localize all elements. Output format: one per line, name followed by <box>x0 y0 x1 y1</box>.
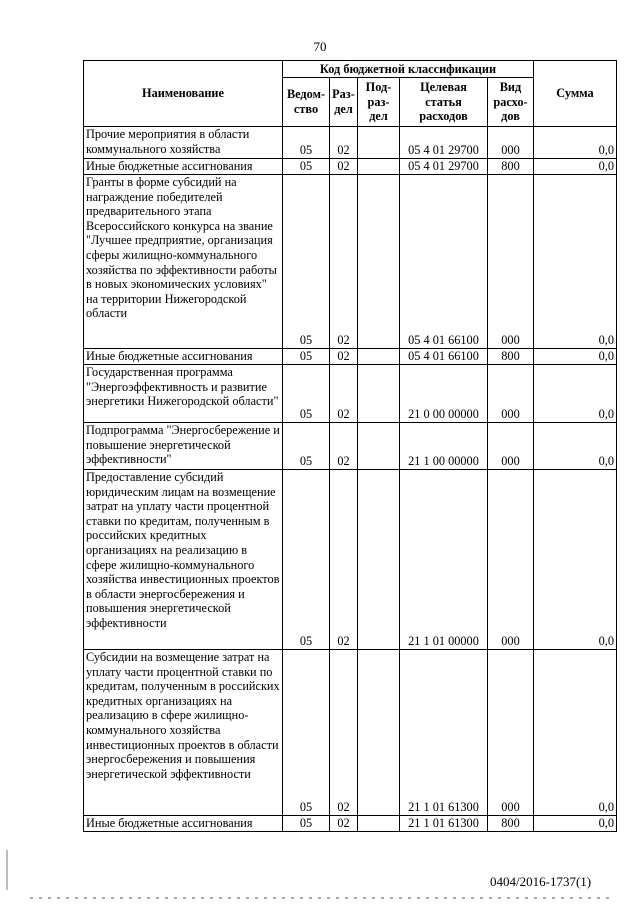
table-row <box>84 127 617 159</box>
row-subsection <box>358 159 400 175</box>
row-expense-type: 000 <box>488 423 534 470</box>
row-section: 02 <box>330 349 358 365</box>
table-row <box>84 159 617 175</box>
scan-footer-marks <box>30 897 615 899</box>
row-amount: 0,0 <box>534 470 617 650</box>
row-subsection <box>358 816 400 832</box>
header-target-item: Целевая статья расходов <box>400 78 488 127</box>
row-subsection <box>358 127 400 159</box>
row-amount: 0,0 <box>534 423 617 470</box>
budget-classification-table <box>83 60 617 832</box>
row-amount: 0,0 <box>534 159 617 175</box>
row-name: Гранты в форме субсидий на награждение победителей предварительного этапа Всероссийского конкурса на звание "Лучшее предприятие, организация сферы жилищно-коммунального хозяйства по эффективности работы в новых экономических условиях" на территории Нижегородской области <box>84 175 283 349</box>
row-target-item: 05 4 01 29700 <box>400 127 488 159</box>
row-expense-type: 000 <box>488 365 534 423</box>
scan-edge-mark <box>6 850 8 890</box>
row-name: Иные бюджетные ассигнования <box>84 349 283 365</box>
table-row <box>84 423 617 470</box>
row-department: 05 <box>283 470 330 650</box>
row-target-item: 21 0 00 00000 <box>400 365 488 423</box>
row-section: 02 <box>330 650 358 816</box>
row-expense-type: 000 <box>488 470 534 650</box>
row-subsection <box>358 175 400 349</box>
row-section: 02 <box>330 365 358 423</box>
row-expense-type: 000 <box>488 650 534 816</box>
row-section: 02 <box>330 159 358 175</box>
row-expense-type: 800 <box>488 159 534 175</box>
header-department: Ведом-ство <box>283 78 330 127</box>
row-target-item: 05 4 01 66100 <box>400 349 488 365</box>
table-row <box>84 175 617 349</box>
header-subsection: Под-раз-дел <box>358 78 400 127</box>
row-department: 05 <box>283 349 330 365</box>
table-row <box>84 650 617 816</box>
page-number: 70 <box>313 39 327 54</box>
row-target-item: 05 4 01 29700 <box>400 159 488 175</box>
header-name: Наименование <box>84 61 283 127</box>
row-department: 05 <box>283 127 330 159</box>
row-amount: 0,0 <box>534 349 617 365</box>
row-department: 05 <box>283 423 330 470</box>
row-department: 05 <box>283 650 330 816</box>
row-amount: 0,0 <box>534 127 617 159</box>
row-section: 02 <box>330 127 358 159</box>
row-section: 02 <box>330 816 358 832</box>
row-expense-type: 800 <box>488 349 534 365</box>
row-section: 02 <box>330 175 358 349</box>
row-name: Подпрограмма "Энергосбережение и повышение энергетической эффективности" <box>84 423 283 470</box>
table-row <box>84 365 617 423</box>
row-name: Иные бюджетные ассигнования <box>84 816 283 832</box>
row-expense-type: 000 <box>488 175 534 349</box>
row-name: Предоставление субсидий юридическим лицам на возмещение затрат на уплату части процентной ставки по кредитам, полученным в российских кредитных организациях на реализацию в сфере жилищно-коммунального хозяйства инвестиционных проектов в области энергосбережения и повышения энергетической эффективности <box>84 470 283 650</box>
row-target-item: 21 1 00 00000 <box>400 423 488 470</box>
table-row <box>84 816 617 832</box>
row-subsection <box>358 423 400 470</box>
table-row <box>84 349 617 365</box>
row-amount: 0,0 <box>534 175 617 349</box>
row-target-item: 21 1 01 61300 <box>400 816 488 832</box>
row-name: Субсидии на возмещение затрат на уплату части процентной ставки по кредитам, полученным в российских кредитных организациях на реализацию в сфере жилищно-коммунального хозяйства инвестиционных проектов в области энергосбережения и повышения энергетической эффективности <box>84 650 283 816</box>
header-classification-code: Код бюджетной классификации <box>283 61 534 78</box>
row-expense-type: 000 <box>488 127 534 159</box>
row-subsection <box>358 349 400 365</box>
row-target-item: 21 1 01 00000 <box>400 470 488 650</box>
row-department: 05 <box>283 816 330 832</box>
row-section: 02 <box>330 423 358 470</box>
row-subsection <box>358 650 400 816</box>
row-amount: 0,0 <box>534 365 617 423</box>
row-target-item: 21 1 01 61300 <box>400 650 488 816</box>
header-expense-type: Вид расхо-дов <box>488 78 534 127</box>
header-amount: Сумма <box>534 61 617 127</box>
row-subsection <box>358 365 400 423</box>
row-subsection <box>358 470 400 650</box>
row-amount: 0,0 <box>534 816 617 832</box>
row-name: Прочие мероприятия в области коммунального хозяйства <box>84 127 283 159</box>
row-target-item: 05 4 01 66100 <box>400 175 488 349</box>
row-amount: 0,0 <box>534 650 617 816</box>
header-section: Раз-дел <box>330 78 358 127</box>
row-name: Государственная программа "Энергоэффективность и развитие энергетики Нижегородской области" <box>84 365 283 423</box>
row-department: 05 <box>283 175 330 349</box>
row-name: Иные бюджетные ассигнования <box>84 159 283 175</box>
document-code: 0404/2016-1737(1) <box>490 874 592 889</box>
row-department: 05 <box>283 365 330 423</box>
row-section: 02 <box>330 470 358 650</box>
table-row <box>84 470 617 650</box>
row-expense-type: 800 <box>488 816 534 832</box>
row-department: 05 <box>283 159 330 175</box>
